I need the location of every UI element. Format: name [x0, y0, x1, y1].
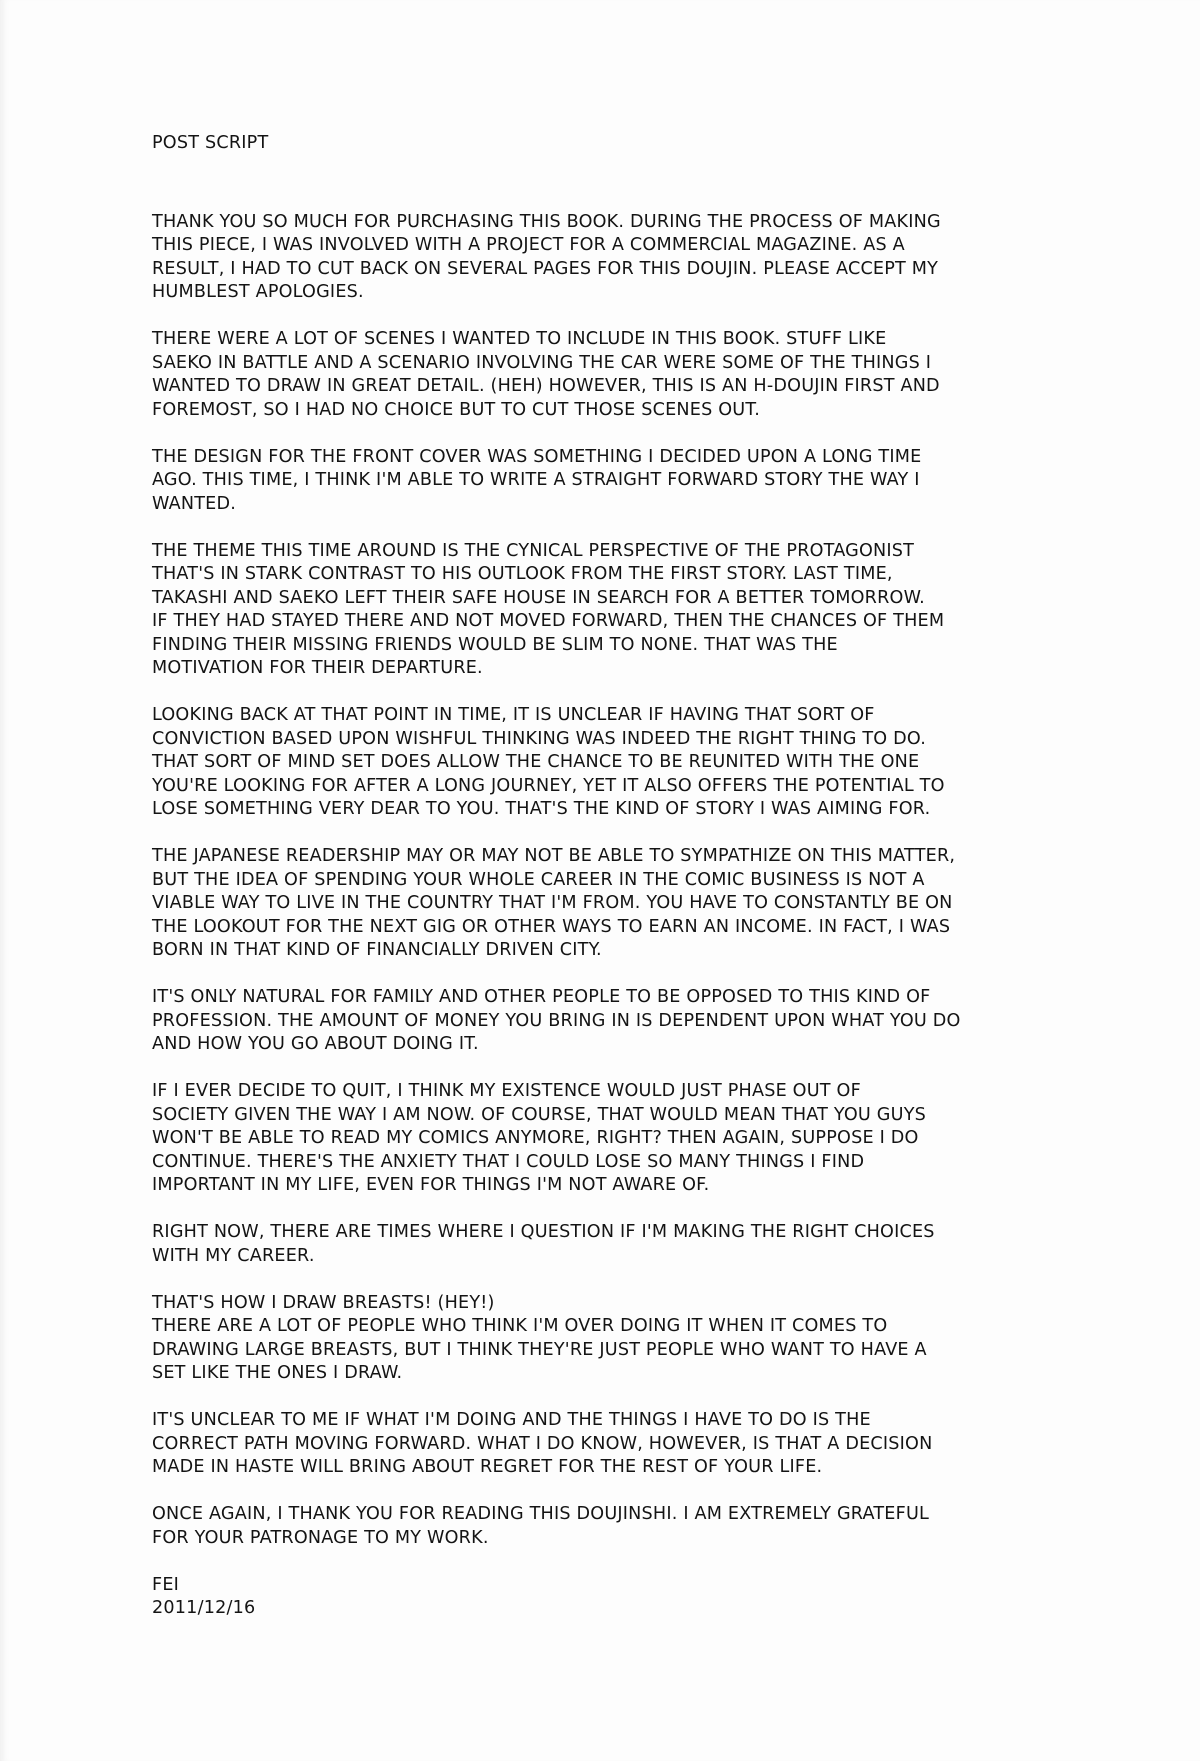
paragraph-breasts: THERE ARE A LOT OF PEOPLE WHO THINK I'M OVER DOING IT WHEN IT COMES TO DRAWING LARGE BREASTS, BUT I THINK THEY'RE JUST PEOPLE WHO WANT TO HAVE A SET LIKE THE ONES I DRAW. [152, 1316, 927, 1383]
paragraph-choices: RIGHT NOW, THERE ARE TIMES WHERE I QUESTION IF I'M MAKING THE RIGHT CHOICES WITH MY CAREER. [152, 1222, 935, 1266]
page-title: POST SCRIPT [152, 133, 269, 153]
paragraph-readership: THE JAPANESE READERSHIP MAY OR MAY NOT BE ABLE TO SYMPATHIZE ON THIS MATTER, BUT THE IDEA OF SPENDING YOUR WHOLE CAREER IN THE COMIC BUSINESS IS NOT A VIABLE WAY TO LIVE IN THE COUNTRY THAT I'M FROM. YOU HAVE TO CONSTANTLY BE ON THE LOOKOUT FOR THE NEXT GIG OR OTHER WAYS TO EARN AN INCOME. IN FACT, I WAS BORN IN THAT KIND OF FINANCIALLY DRIVEN CITY. [152, 846, 956, 960]
paragraph-cover: THE DESIGN FOR THE FRONT COVER WAS SOMETHING I DECIDED UPON A LONG TIME AGO. THIS TIME, I THINK I'M ABLE TO WRITE A STRAIGHT FORWARD STORY THE WAY I WANTED. [152, 446, 922, 514]
signature [152, 1574, 1052, 1621]
paragraph-quit: IF I EVER DECIDE TO QUIT, I THINK MY EXISTENCE WOULD JUST PHASE OUT OF SOCIETY GIVEN THE WAY I AM NOW. OF COURSE, THAT WOULD MEAN THAT YOU GUYS WON'T BE ABLE TO READ MY COMICS ANYMORE, RIGHT? THEN AGAIN, SUPPOSE I DO CONTINUE. THERE'S THE ANXIETY THAT I COULD LOSE SO MANY THINGS I FIND IMPORTANT IN MY LIFE, EVEN FOR THINGS I'M NOT AWARE OF. [152, 1081, 927, 1195]
paragraph-scenes: THERE WERE A LOT OF SCENES I WANTED TO INCLUDE IN THIS BOOK. STUFF LIKE SAEKO IN BATTLE AND A SCENARIO INVOLVING THE CAR WERE SOME OF THE THINGS I WANTED TO DRAW IN GREAT DETAIL. (HEH) HOWEVER, THIS IS AN H-DOUJIN FIRST AND FOREMOST, SO I HAD NO CHOICE BUT TO CUT THOSE SCENES OUT. [152, 329, 940, 420]
paragraph-breasts-heading: THAT'S HOW I DRAW BREASTS! (HEY!) [152, 1292, 495, 1313]
paragraph-family: IT'S ONLY NATURAL FOR FAMILY AND OTHER PEOPLE TO BE OPPOSED TO THIS KIND OF PROFESSION. THE AMOUNT OF MONEY YOU BRING IN IS DEPENDENT UPON WHAT YOU DO AND HOW YOU GO ABOUT DOING IT. [152, 987, 961, 1054]
signature-author: FEI [152, 1574, 180, 1595]
signature-date: 2011/12/16 [152, 1598, 256, 1618]
paragraph-thanks: THANK YOU SO MUCH FOR PURCHASING THIS BOOK. DURING THE PROCESS OF MAKING THIS PIECE, I WAS INVOLVED WITH A PROJECT FOR A COMMERCIAL MAGAZINE. AS A RESULT, I HAD TO CUT BACK ON SEVERAL PAGES FOR THIS DOUJIN. PLEASE ACCEPT MY HUMBLEST APOLOGIES. [152, 211, 941, 302]
postscript-body [152, 132, 1052, 1621]
paragraph-theme: THE THEME THIS TIME AROUND IS THE CYNICAL PERSPECTIVE OF THE PROTAGONIST THAT'S IN STARK CONTRAST TO HIS OUTLOOK FROM THE FIRST STORY. LAST TIME, TAKASHI AND SAEKO LEFT THEIR SAFE HOUSE IN SEARCH FOR A BETTER TOMORROW. IF THEY HAD STAYED THERE AND NOT MOVED FORWARD, THEN THE CHANCES OF THEM FINDING THEIR MISSING FRIENDS WOULD BE SLIM TO NONE. THAT WAS THE MOTIVATION FOR THEIR DEPARTURE. [152, 540, 945, 678]
paragraph-unclear: IT'S UNCLEAR TO ME IF WHAT I'M DOING AND THE THINGS I HAVE TO DO IS THE CORRECT PATH MOVING FORWARD. WHAT I DO KNOW, HOWEVER, IS THAT A DECISION MADE IN HASTE WILL BRING ABOUT REGRET FOR THE REST OF YOUR LIFE. [152, 1410, 933, 1477]
paragraph-closing: ONCE AGAIN, I THANK YOU FOR READING THIS DOUJINSHI. I AM EXTREMELY GRATEFUL FOR YOUR PATRONAGE TO MY WORK. [152, 1504, 930, 1548]
paragraph-looking-back: LOOKING BACK AT THAT POINT IN TIME, IT IS UNCLEAR IF HAVING THAT SORT OF CONVICTION BASED UPON WISHFUL THINKING WAS INDEED THE RIGHT THING TO DO. THAT SORT OF MIND SET DOES ALLOW THE CHANCE TO BE REUNITED WITH THE ONE YOU'RE LOOKING FOR AFTER A LONG JOURNEY, YET IT ALSO OFFERS THE POTENTIAL TO LOSE SOMETHING VERY DEAR TO YOU. THAT'S THE KIND OF STORY I WAS AIMING FOR. [152, 705, 945, 819]
